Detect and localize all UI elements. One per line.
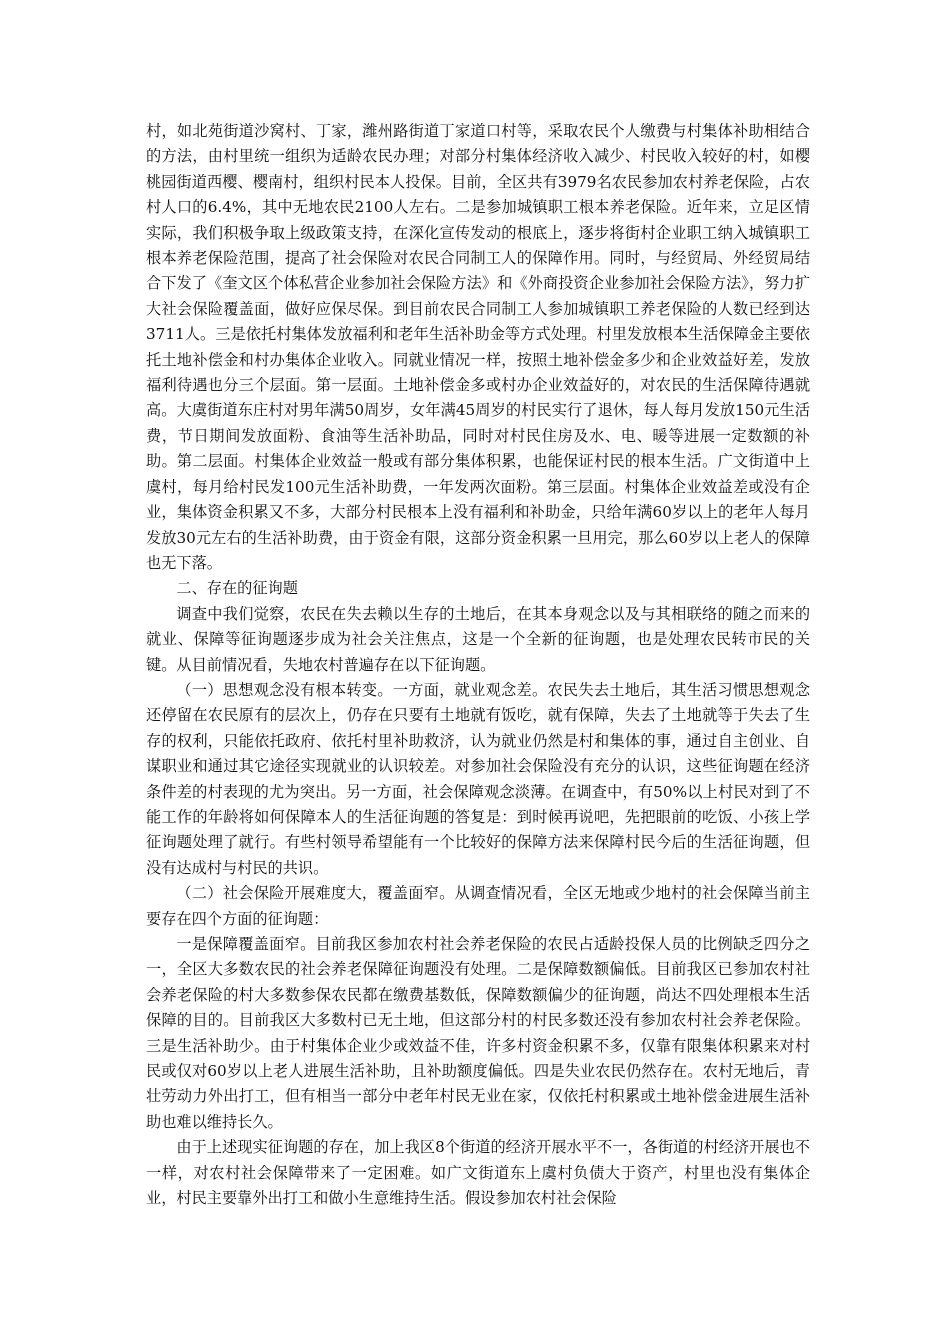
paragraph-insurance-difficulty: （二）社会保险开展难度大，覆盖面窄。从调查情况看，全区无地或少地村的社会保障当前主要存在四个方面的征询题： <box>146 884 810 928</box>
document-body <box>146 119 810 1211</box>
paragraph-pension-status: 村，如北苑街道沙窝村、丁家，潍州路街道丁家道口村等，采取农民个人缴费与村集体补助相结合的方法，由村里统一组织为适龄农民办理；对部分村集体经济收入减少、村民收入较好的村，如樱桃园街道西樱、樱南村，组织村民本人投保。目前，全区共有3979名农民参加农村养老保险，占农村人口的6.4%，其中无地农民2100人左右。二是参加城镇职工根本养老保险。近年来，立足区情实际，我们积极争取上级政策支持，在深化宣传发动的根底上，逐步将街村企业职工纳入城镇职工根本养老保险范围，提高了社会保险对农民合同制工人的保障作用。同时，与经贸局、外经贸局结合下发了《奎文区个体私营企业参加社会保险方法》和《外商投资企业参加社会保险方法》，努力扩大社会保险覆盖面，做好应保尽保。到目前农民合同制工人参加城镇职工养老保险的人数已经到达3711人。三是依托村集体发放福利和老年生活补助金等方式处理。村里发放根本生活保障金主要依托土地补偿金和村办集体企业收入。同就业情况一样，按照土地补偿金多少和企业效益好差，发放福利待遇也分三个层面。第一层面。土地补偿金多或村办企业效益好的，对农民的生活保障待遇就高。大虞街道东庄村对男年满50周岁，女年满45周岁的村民实行了退休，每人每月发放150元生活费，节日期间发放面粉、食油等生活补助品，同时对村民住房及水、电、暖等进展一定数额的补助。第二层面。村集体企业效益一般或有部分集体积累，也能保证村民的根本生活。广文街道中上虞村，每月给村民发100元生活补助费，一年发两次面粉。第三层面。村集体企业效益差或没有企业，集体资金积累又不多，大部分村民根本上没有福利和补助金，只给年满60岁以上的老年人每月发放30元左右的生活补助费，由于资金有限，这部分资金积累一旦用完，那么60岁以上老人的保障也无下落。 <box>146 122 810 572</box>
paragraph-mindset: （一）思想观念没有根本转变。一方面，就业观念差。农民失去土地后，其生活习惯思想观念还停留在农民原有的层次上，仍存在只要有土地就有饭吃，就有保障，失去了土地就等于失去了生存的权利，只能依托政府、依托村里补助救济，认为就业仍然是村和集体的事，通过自主创业、自谋职业和通过其它途径实现就业的认识较差。对参加社会保险没有充分的认识，这些征询题在经济条件差的村表现的尤为突出。另一方面，社会保障观念淡薄。在调查中，有50%以上村民对到了不能工作的年龄将如何保障本人的生活征询题的答复是：到时候再说吧，先把眼前的吃饭、小孩上学征询题处理了就行。有些村领导希望能有一个比较好的保障方法来保障村民今后的生活征询题，但没有达成村与村民的共识。 <box>146 680 810 877</box>
section-heading-problems: 二、存在的征询题 <box>176 579 298 598</box>
paragraph-survey-findings: 调查中我们觉察，农民在失去赖以生存的土地后，在其本身观念以及与其相联络的随之而来的就业、保障等征询题逐步成为社会关注焦点，这是一个全新的征询题，也是处理农民转市民的关键。从目前情况看，失地农村普遍存在以下征询题。 <box>146 604 810 674</box>
paragraph-economic-disparity: 由于上述现实征询题的存在，加上我区8个街道的经济开展水平不一，各街道的村经济开展也不一样，对农村社会保障带来了一定困难。如广文街道东上虞村负债大于资产，村里也没有集体企业，村民主要靠外出打工和做小生意维持生活。假设参加农村社会保险 <box>146 1138 810 1208</box>
paragraph-four-problems: 一是保障覆盖面窄。目前我区参加农村社会养老保险的农民占适龄投保人员的比例缺乏四分之一，全区大多数农民的社会养老保障征询题没有处理。二是保障数额偏低。目前我区已参加农村社会养老保险的村大多数参保农民都在缴费基数低，保障数额偏少的征询题，尚达不四处理根本生活保障的目的。目前我区大多数村已无土地，但这部分村的村民多数还没有参加农村社会养老保险。三是生活补助少。由于村集体企业少或效益不佳，许多村资金积累不多，仅靠有限集体积累来对村民或仅对60岁以上老人进展生活补助，且补助额度偏低。四是失业农民仍然存在。农村无地后，青壮劳动力外出打工，但有相当一部分中老年村民无业在家，仅依托村积累或土地补偿金进展生活补助也难以维持长久。 <box>146 935 810 1131</box>
